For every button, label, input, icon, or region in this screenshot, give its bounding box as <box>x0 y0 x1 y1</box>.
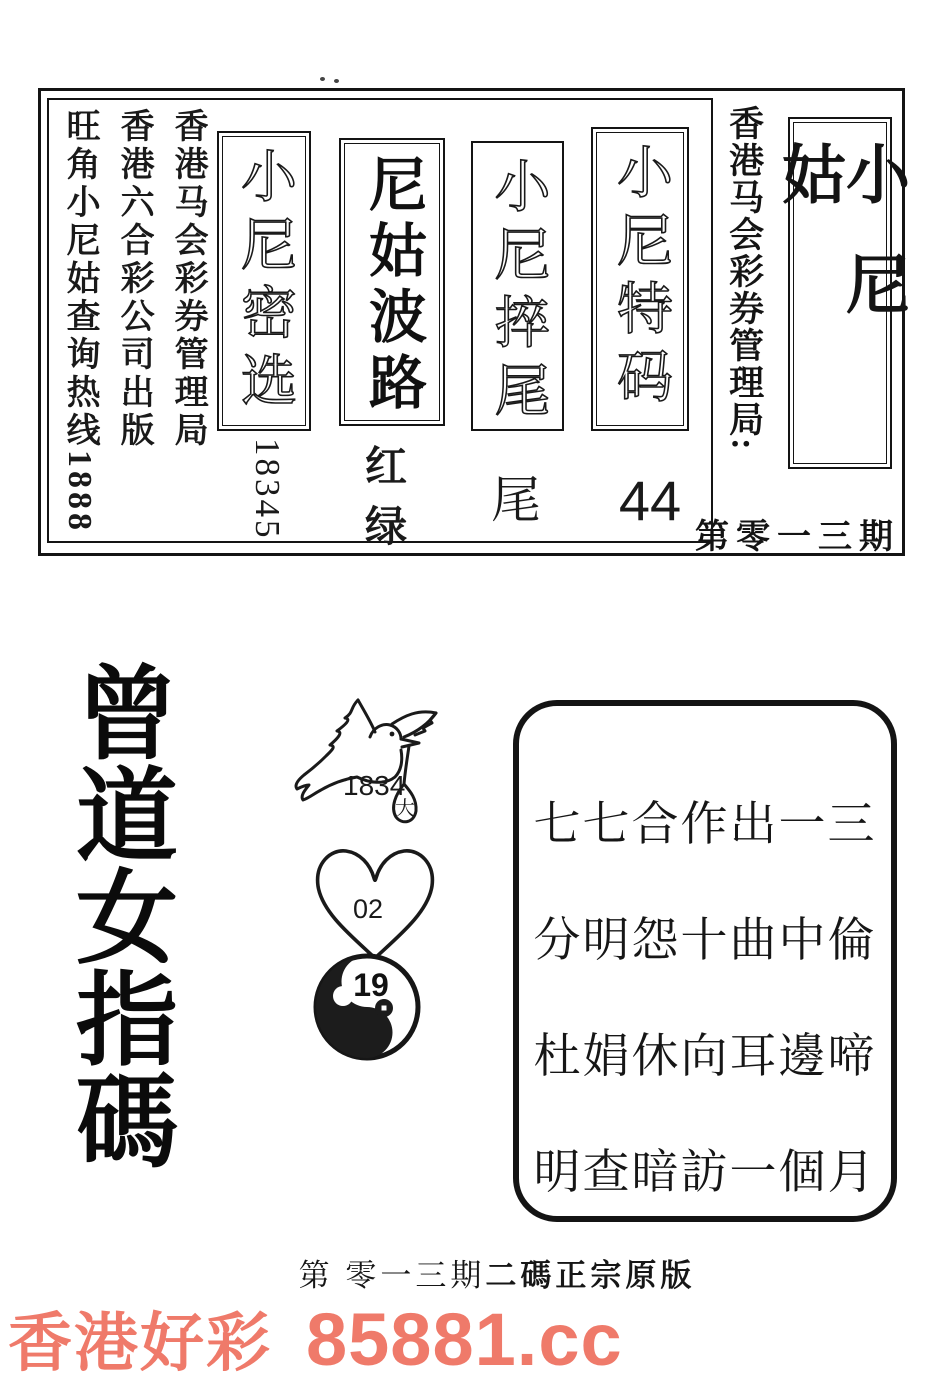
panel-tema <box>591 127 689 431</box>
publisher-column: 香港六合彩公司出版 <box>115 108 153 450</box>
panel-zuowei-title: 小尼捽尾 <box>486 157 549 429</box>
panel-bolu <box>339 138 445 426</box>
panel-bolu-label: 红绿 <box>364 445 417 551</box>
verse-line-2: 分明怨十曲中倫 <box>533 914 877 967</box>
panel-bolu-title: 尼姑波路 <box>360 154 425 418</box>
panel-mixuan <box>217 131 311 431</box>
brand-title: 小尼姑 <box>773 141 908 361</box>
dove-pendant-char: 大 <box>395 798 415 820</box>
dove-eye <box>390 732 395 737</box>
footer-brand-line <box>8 1292 623 1384</box>
yinyang-number: 19 <box>353 967 389 1003</box>
issue-number-top: 第零一三期 <box>695 519 900 556</box>
ink-speck <box>320 77 325 81</box>
panel-tema-title: 小尼特码 <box>609 143 671 415</box>
series-title: 曾道女指碼 <box>62 660 176 1170</box>
heart-icon <box>302 838 448 966</box>
ink-speck <box>334 79 339 83</box>
panel-mixuan-number: 18345 <box>248 438 287 541</box>
yinyang-icon <box>310 950 424 1064</box>
issue-edition: 二碼正宗原版 <box>485 1258 696 1293</box>
verse-line-1: 七七合作出一三 <box>533 798 877 851</box>
masthead-inner-frame <box>47 98 713 551</box>
footer-site-url: 85881.cc <box>306 1298 623 1381</box>
panel-tema-number: 44 <box>618 469 682 532</box>
dove-icon <box>286 692 450 860</box>
authority-column-right: 香港马会彩券管理局: <box>724 105 764 452</box>
verse-box <box>513 700 897 1222</box>
hotline-column: 旺角小尼姑查询热线1888 <box>61 108 99 534</box>
yinyang-white-dot <box>333 986 353 1006</box>
verse-line-4: 明查暗訪一個月 <box>533 1146 877 1199</box>
issue-prefix: 第 零一三期 <box>298 1258 486 1293</box>
issue-line-bottom <box>50 1250 944 1295</box>
footer-brand: 香港好彩 <box>8 1307 272 1379</box>
authority-column: 香港马会彩券管理局 <box>169 108 207 450</box>
masthead-outer-frame <box>38 88 908 556</box>
heart-number: 02 <box>352 894 384 924</box>
panel-zuowei <box>471 141 564 431</box>
verse-line-3: 杜娟休向耳邊啼 <box>533 1030 877 1083</box>
panel-zuowei-label: 尾 <box>491 472 541 528</box>
brand-box <box>773 117 908 469</box>
dove-number: 1834 <box>343 770 406 801</box>
panel-mixuan-title: 小尼密选 <box>233 147 295 419</box>
